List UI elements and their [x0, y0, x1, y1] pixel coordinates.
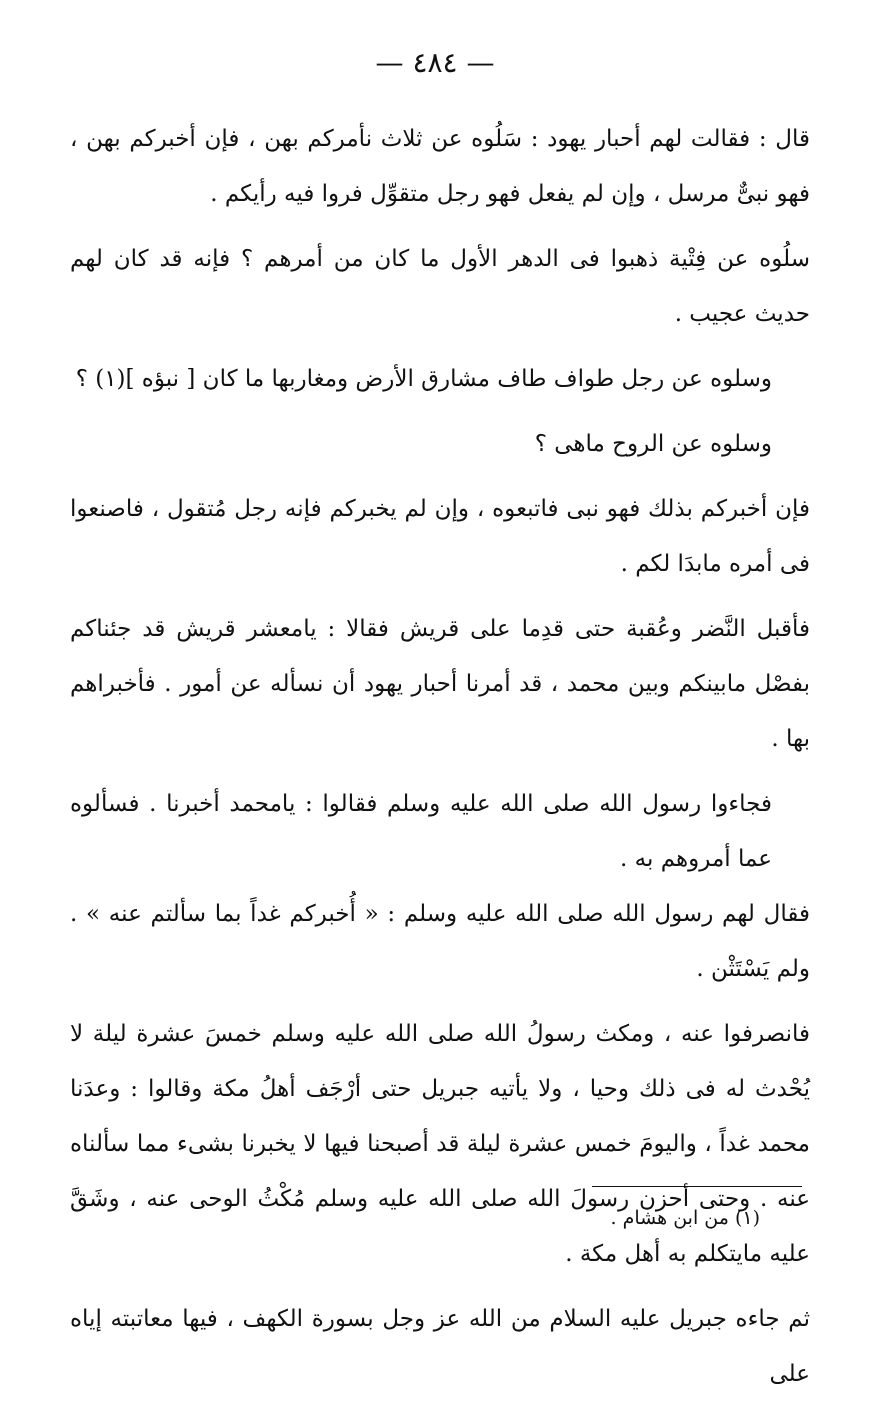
paragraph-5: فإن أخبركم بذلك فهو نبى فاتبعوه ، وإن لم يخبركم فإنه رجل مُتقول ، فاصنعوا فى أمره مابدَا لكم .: [70, 496, 810, 577]
paragraph-2: سلُوه عن فِتْية ذهبوا فى الدهر الأول ما كان من أمرهم ؟ فإنه قد كان لهم حديث عجيب .: [70, 246, 810, 327]
paragraph-8: فقال لهم رسول الله صلى الله عليه وسلم : « أُخبركم غداً بما سألتم عنه » . ولم يَسْتَثْن .: [70, 901, 810, 982]
footnote-divider: [592, 1186, 802, 1187]
page-number: — ٤٨٤ —: [375, 46, 495, 79]
paragraph-6: فأقبل النَّضر وعُقبة حتى قدِما على قريش فقالا : يامعشر قريش قد جئناكم بفصْل مابينكم وبين محمد ، قد أمرنا أحبار يهود أن نسأله عن أمور . فأخبراهم بها .: [70, 616, 810, 752]
paragraph-3: وسلوه عن رجل طواف طاف مشارق الأرض ومغاربها ما كان [ نبؤه ](١) ؟: [75, 366, 772, 392]
paragraph-10: ثم جاءه جبريل عليه السلام من الله عز وجل بسورة الكهف ، فيها معاتبته إياه على: [70, 1306, 810, 1387]
paragraph-1: قال : فقالت لهم أحبار يهود : سَلُوه عن ثلاث نأمركم بهن ، فإن أخبركم بهن ، فهو نبىٌّ مرسل ، وإن لم يفعل فهو رجل متقوِّل فروا فيه رأيكم .: [70, 126, 810, 207]
paragraph-4: وسلوه عن الروح ماهى ؟: [534, 431, 772, 457]
footnote: (١) من ابن هشام .: [610, 1207, 760, 1229]
paragraph-9: فانصرفوا عنه ، ومكث رسولُ الله صلى الله عليه وسلم خمسَ عشرة ليلة لا يُحْدث له فى ذلك وحيا ، ولا يأتيه جبريل حتى أرْجَف أهلُ مكة وقالوا : وعدَنا محمد غداً ، واليومَ خمس عشرة ليلة قد أصبحنا فيها لا يخبرنا بشىء مما سألناه عنه . وحتى أحزن رسولَ الله صلى الله عليه وسلم مُكْثُ الوحى عنه ، وشَقَّ عليه مايتكلم به أهل مكة .: [70, 1021, 810, 1267]
paragraph-7: فجاءوا رسول الله صلى الله عليه وسلم فقالوا : يامحمد أخبرنا . فسألوه عما أمروهم به .: [70, 791, 772, 872]
